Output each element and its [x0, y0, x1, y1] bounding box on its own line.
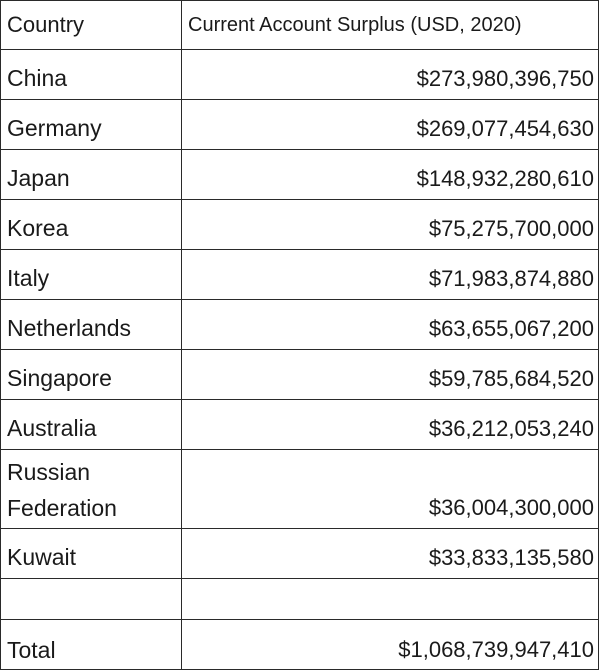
header-row: [1, 1, 599, 50]
surplus-cell: $59,785,684,520: [182, 350, 599, 400]
table-row: [1, 100, 599, 150]
total-row: [1, 620, 599, 670]
country-cell: Italy: [1, 250, 182, 300]
table-row: [1, 350, 599, 400]
table-row: [1, 50, 599, 100]
country-cell: Japan: [1, 150, 182, 200]
country-cell: Netherlands: [1, 300, 182, 350]
country-cell: Russian Federation: [1, 450, 182, 529]
empty-row: [1, 579, 599, 620]
table-row: [1, 400, 599, 450]
surplus-cell: $36,004,300,000: [182, 450, 599, 529]
header-country: Country: [1, 1, 182, 50]
total-value: $1,068,739,947,410: [182, 620, 599, 670]
table-row: [1, 200, 599, 250]
table-row: [1, 150, 599, 200]
total-label: Total: [1, 620, 182, 670]
table-row: [1, 250, 599, 300]
table-row: [1, 300, 599, 350]
header-surplus: Current Account Surplus (USD, 2020): [182, 1, 599, 50]
surplus-cell: $71,983,874,880: [182, 250, 599, 300]
surplus-cell: $75,275,700,000: [182, 200, 599, 250]
country-cell: China: [1, 50, 182, 100]
country-cell: Australia: [1, 400, 182, 450]
surplus-cell: $273,980,396,750: [182, 50, 599, 100]
surplus-cell: $63,655,067,200: [182, 300, 599, 350]
surplus-cell: $269,077,454,630: [182, 100, 599, 150]
table-row: [1, 450, 599, 529]
surplus-cell: $33,833,135,580: [182, 529, 599, 579]
country-cell: Germany: [1, 100, 182, 150]
surplus-cell: $36,212,053,240: [182, 400, 599, 450]
country-cell: Singapore: [1, 350, 182, 400]
surplus-cell: $148,932,280,610: [182, 150, 599, 200]
country-cell: Korea: [1, 200, 182, 250]
country-cell: Kuwait: [1, 529, 182, 579]
table-row: [1, 529, 599, 579]
empty-cell: [1, 579, 182, 620]
empty-cell: [182, 579, 599, 620]
